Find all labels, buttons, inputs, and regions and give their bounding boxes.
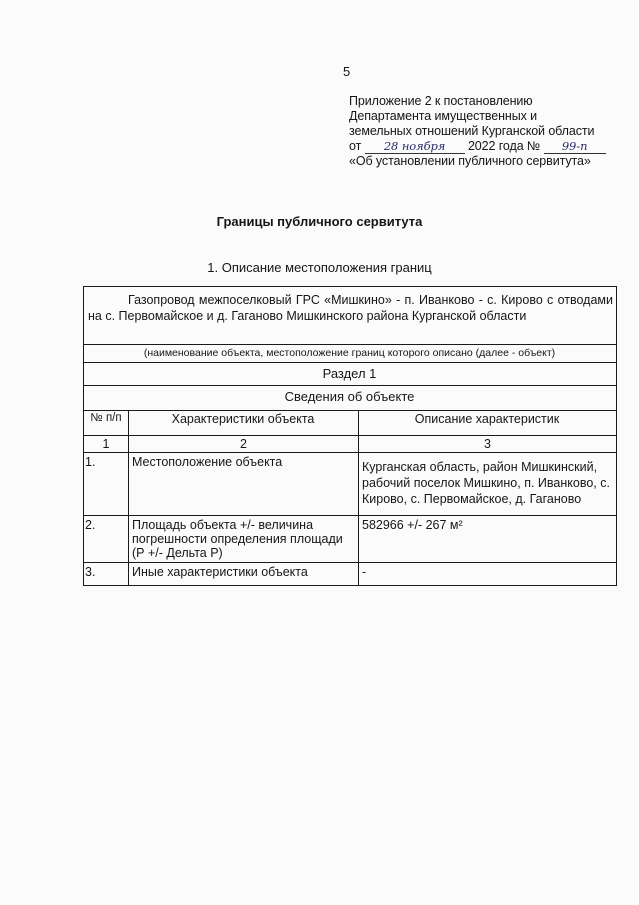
appendix-line-5: «Об установлении публичного сервитута» bbox=[349, 154, 591, 168]
column-number-1: 1 bbox=[102, 437, 110, 451]
row-3-num: 3. bbox=[85, 565, 96, 579]
table-border-bottom bbox=[83, 585, 617, 586]
table-border-right bbox=[616, 286, 617, 586]
row-1-num: 1. bbox=[85, 455, 96, 469]
section-heading: 1. Описание местоположения границ bbox=[207, 260, 432, 275]
object-caption: (наименование объекта, местоположение границ которого описано (далее - объект) bbox=[143, 347, 556, 359]
header-description: Описание характеристик bbox=[414, 412, 560, 426]
table-rule bbox=[83, 344, 617, 345]
table-border-top bbox=[83, 286, 617, 287]
row-1-characteristic: Местоположение объекта bbox=[132, 455, 283, 469]
row-3-characteristic: Иные характеристики объекта bbox=[132, 565, 308, 579]
document-title: Границы публичного сервитута bbox=[216, 214, 423, 229]
appendix-line-1: Приложение 2 к постановлению bbox=[349, 94, 533, 108]
column-number-3: 3 bbox=[484, 437, 491, 451]
row-3-description: - bbox=[362, 565, 367, 579]
header-characteristic: Характеристики объекта bbox=[171, 412, 315, 426]
table-rule bbox=[83, 385, 617, 386]
column-number-2: 2 bbox=[240, 437, 247, 451]
year-text: 2022 года № bbox=[467, 139, 541, 153]
row-2-num: 2. bbox=[85, 518, 96, 532]
section-label: Раздел 1 bbox=[322, 366, 377, 381]
row-2-characteristic: Площадь объекта +/- величина погрешности определения площади (Р +/- Дельта Р) bbox=[132, 518, 343, 560]
date-prefix: от bbox=[349, 139, 362, 153]
table-rule bbox=[83, 452, 617, 453]
table-rule bbox=[83, 562, 617, 563]
table-border-left bbox=[83, 286, 84, 586]
header-num: № п/п bbox=[90, 412, 122, 424]
appendix-line-3: земельных отношений Курганской области bbox=[349, 124, 595, 138]
table-rule bbox=[83, 362, 617, 363]
row-2-description: 582966 +/- 267 м² bbox=[362, 518, 463, 532]
handwritten-date: 28 ноября bbox=[365, 140, 465, 154]
row-1-description: Курганская область, район Мишкинский, рабочий поселок Мишкино, п. Иванково, с. Кирово, с. Первомайское, д. Гаганово bbox=[362, 460, 610, 506]
appendix-line-2: Департамента имущественных и bbox=[349, 109, 537, 123]
object-name: Газопровод межпоселковый ГРС «Мишкино» - п. Иванково - с. Кирово с отводами на с. Первомайское и д. Гаганово Мишкинского района Курганской области bbox=[88, 293, 613, 323]
subsection-label: Сведения об объекте bbox=[284, 389, 415, 404]
handwritten-number: 99-п bbox=[544, 140, 606, 154]
table-rule bbox=[83, 515, 617, 516]
table-rule bbox=[83, 410, 617, 411]
appendix-date-line bbox=[349, 139, 606, 154]
page-number: 5 bbox=[343, 64, 351, 79]
table-rule bbox=[83, 435, 617, 436]
